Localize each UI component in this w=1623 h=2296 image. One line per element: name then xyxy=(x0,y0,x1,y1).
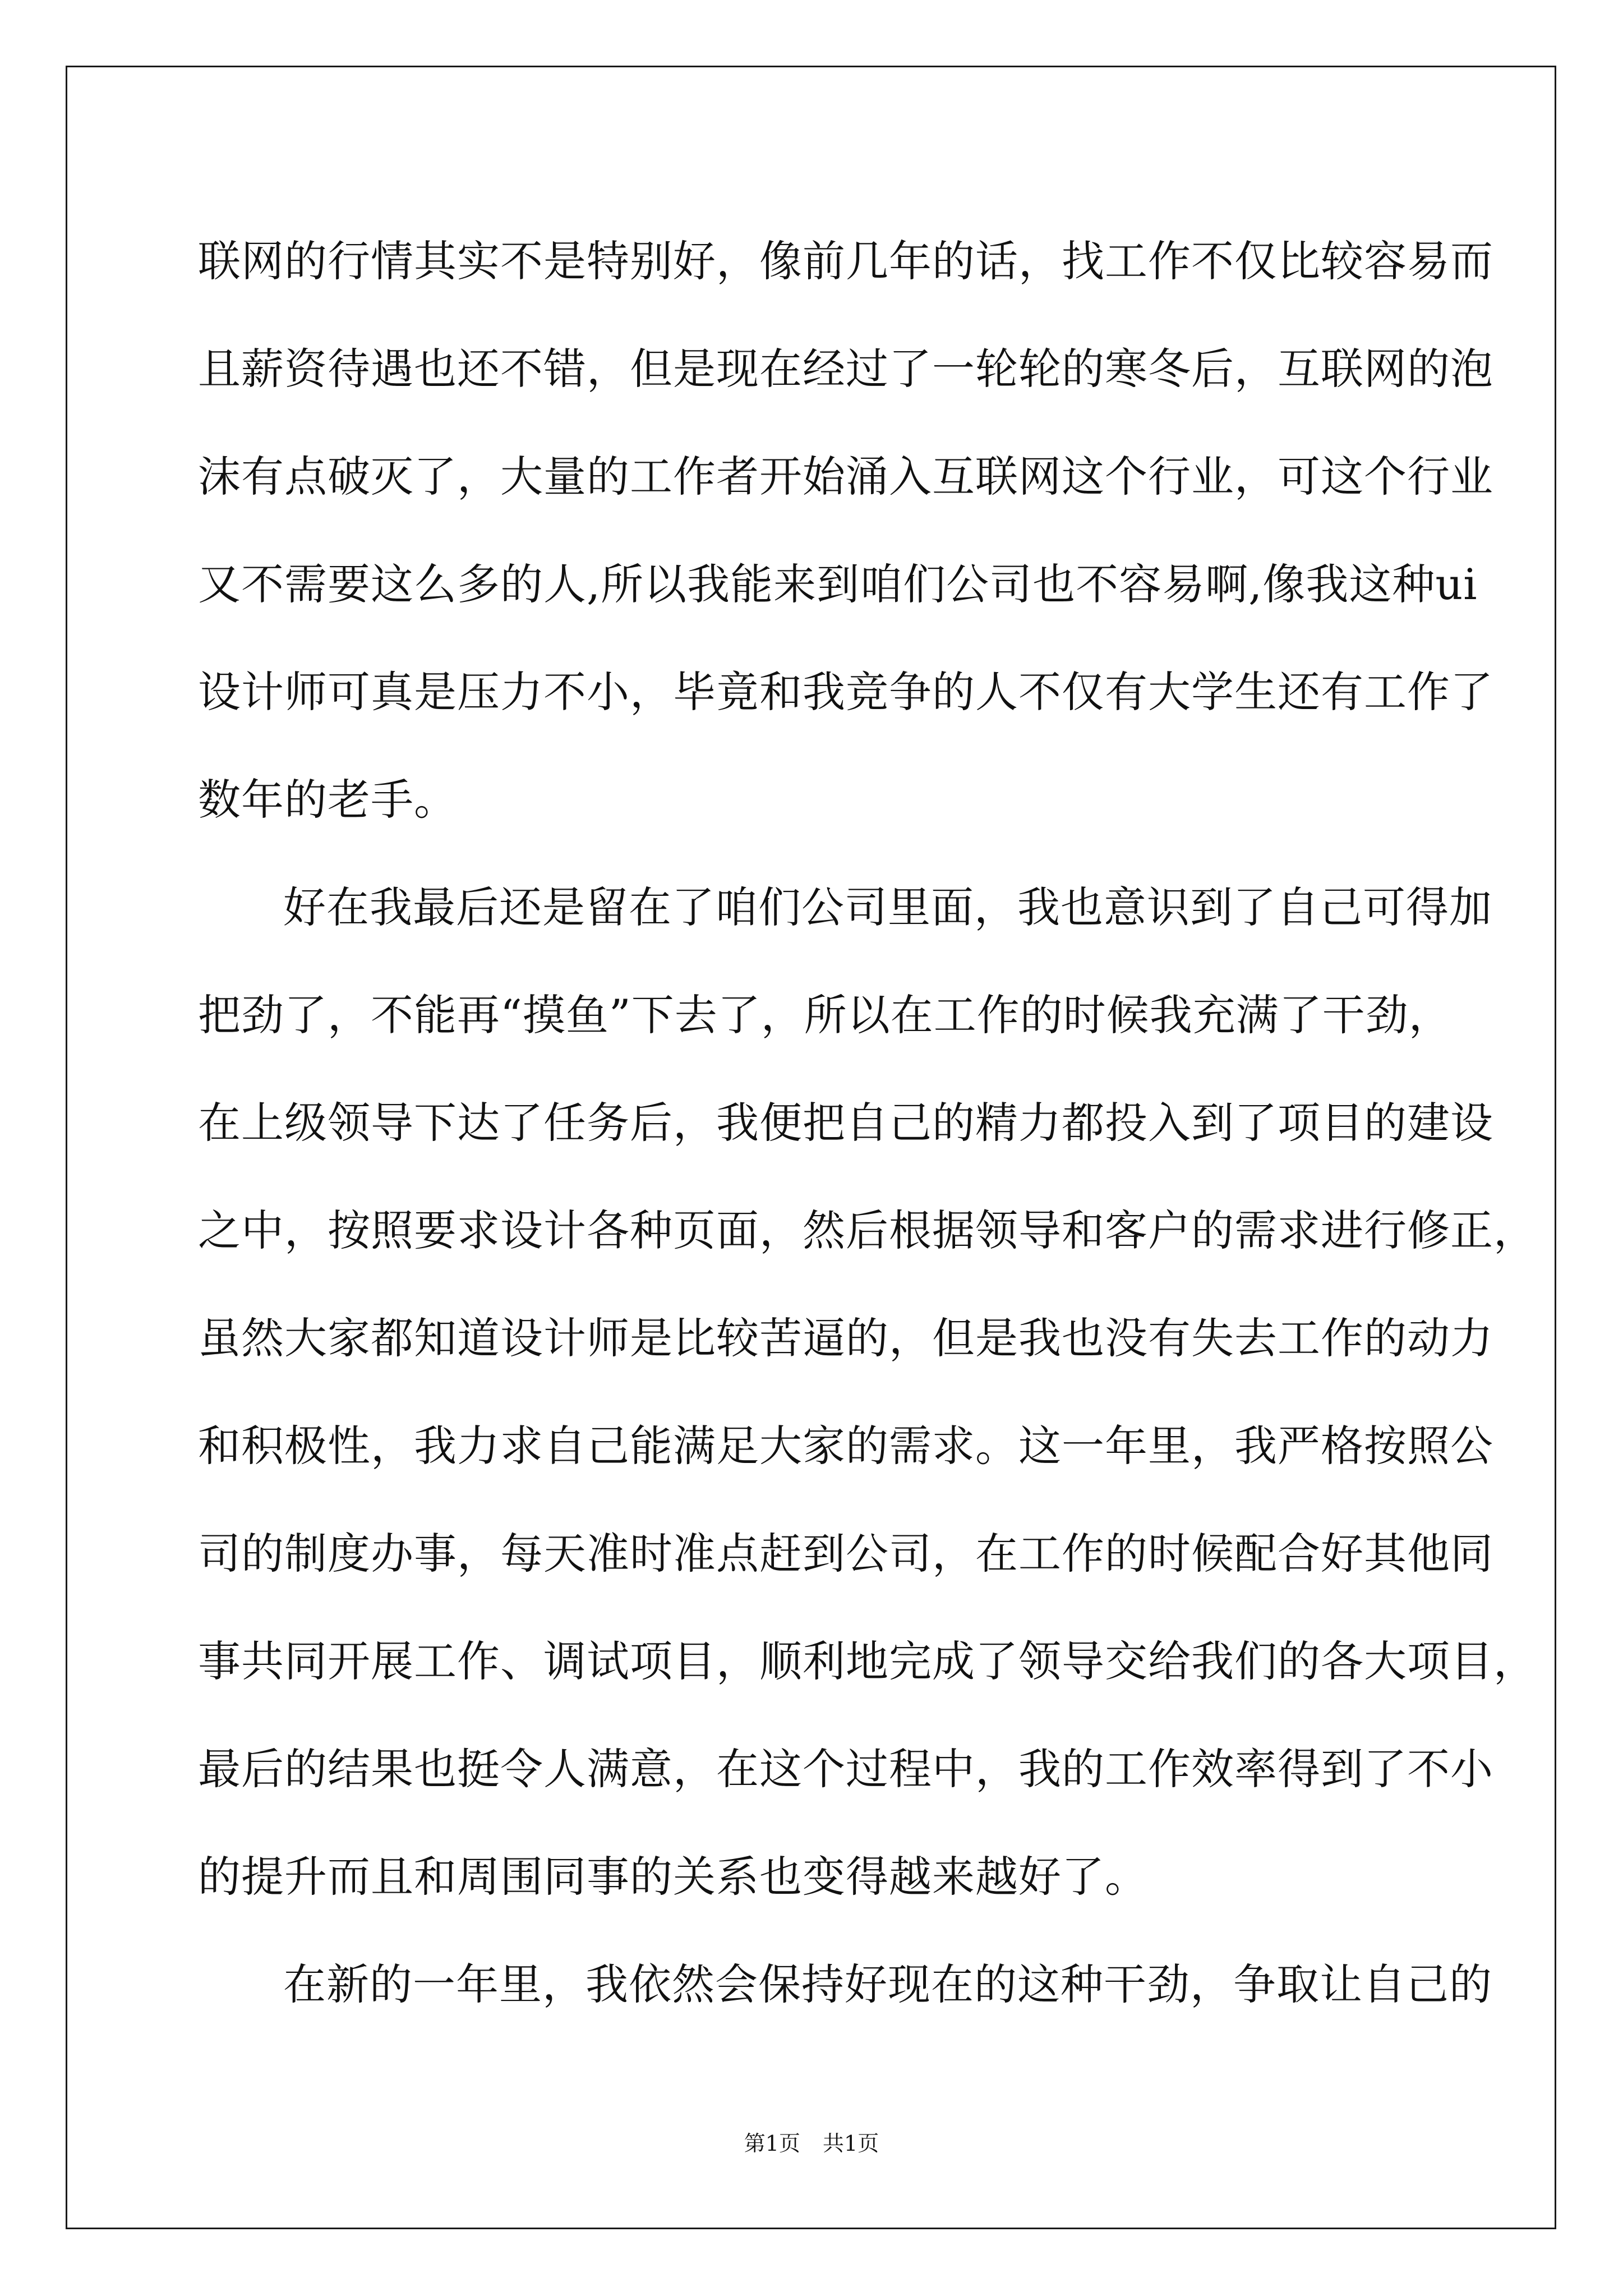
text-line: 数年的老手。 xyxy=(198,775,457,825)
text-line: 事共同开展工作、调试项目，顺利地完成了领导交给我们的各大项目， xyxy=(198,1636,1537,1686)
text-line: 最后的结果也挺令人满意，在这个过程中，我的工作效率得到了不小 xyxy=(198,1744,1493,1794)
text-line: 和积极性，我力求自己能满足大家的需求。这一年里，我严格按照公 xyxy=(198,1421,1493,1471)
document-body xyxy=(198,208,1537,2039)
text-line: 联网的行情其实不是特别好，像前几年的话，找工作不仅比较容易而 xyxy=(198,236,1493,286)
text-line: 设计师可真是压力不小，毕竟和我竞争的人不仅有大学生还有工作了 xyxy=(198,667,1493,717)
page-footer xyxy=(0,2129,1623,2157)
text-line: 之中，按照要求设计各种页面，然后根据领导和客户的需求进行修正， xyxy=(198,1205,1537,1255)
text-line: 的提升而且和周围同事的关系也变得越来越好了。 xyxy=(198,1852,1148,1902)
page-number: 第1页 xyxy=(744,2131,800,2156)
text-line: 虽然大家都知道设计师是比较苦逼的，但是我也没有失去工作的动力 xyxy=(198,1313,1493,1363)
paragraph-first-line: 在新的一年里，我依然会保持好现在的这种干劲，争取让自己的 xyxy=(283,1959,1492,2009)
text-line: 且薪资待遇也还不错，但是现在经过了一轮轮的寒冬后，互联网的泡 xyxy=(198,344,1493,394)
text-line: 在上级领导下达了任务后，我便把自己的精力都投入到了项目的建设 xyxy=(198,1098,1493,1148)
page-total: 共1页 xyxy=(823,2131,879,2156)
text-line: 司的制度办事，每天准时准点赶到公司，在工作的时候配合好其他同 xyxy=(198,1529,1493,1579)
text-line: 沫有点破灭了，大量的工作者开始涌入互联网这个行业，可这个行业 xyxy=(198,452,1493,501)
text-line: 又不需要这么多的人,所以我能来到咱们公司也不容易啊,像我这种ui xyxy=(198,559,1478,609)
paragraph-first-line: 好在我最后还是留在了咱们公司里面，我也意识到了自己可得加 xyxy=(283,882,1492,932)
text-line: 把劲了，不能再“摸鱼”下去了，所以在工作的时候我充满了干劲， xyxy=(198,990,1452,1040)
